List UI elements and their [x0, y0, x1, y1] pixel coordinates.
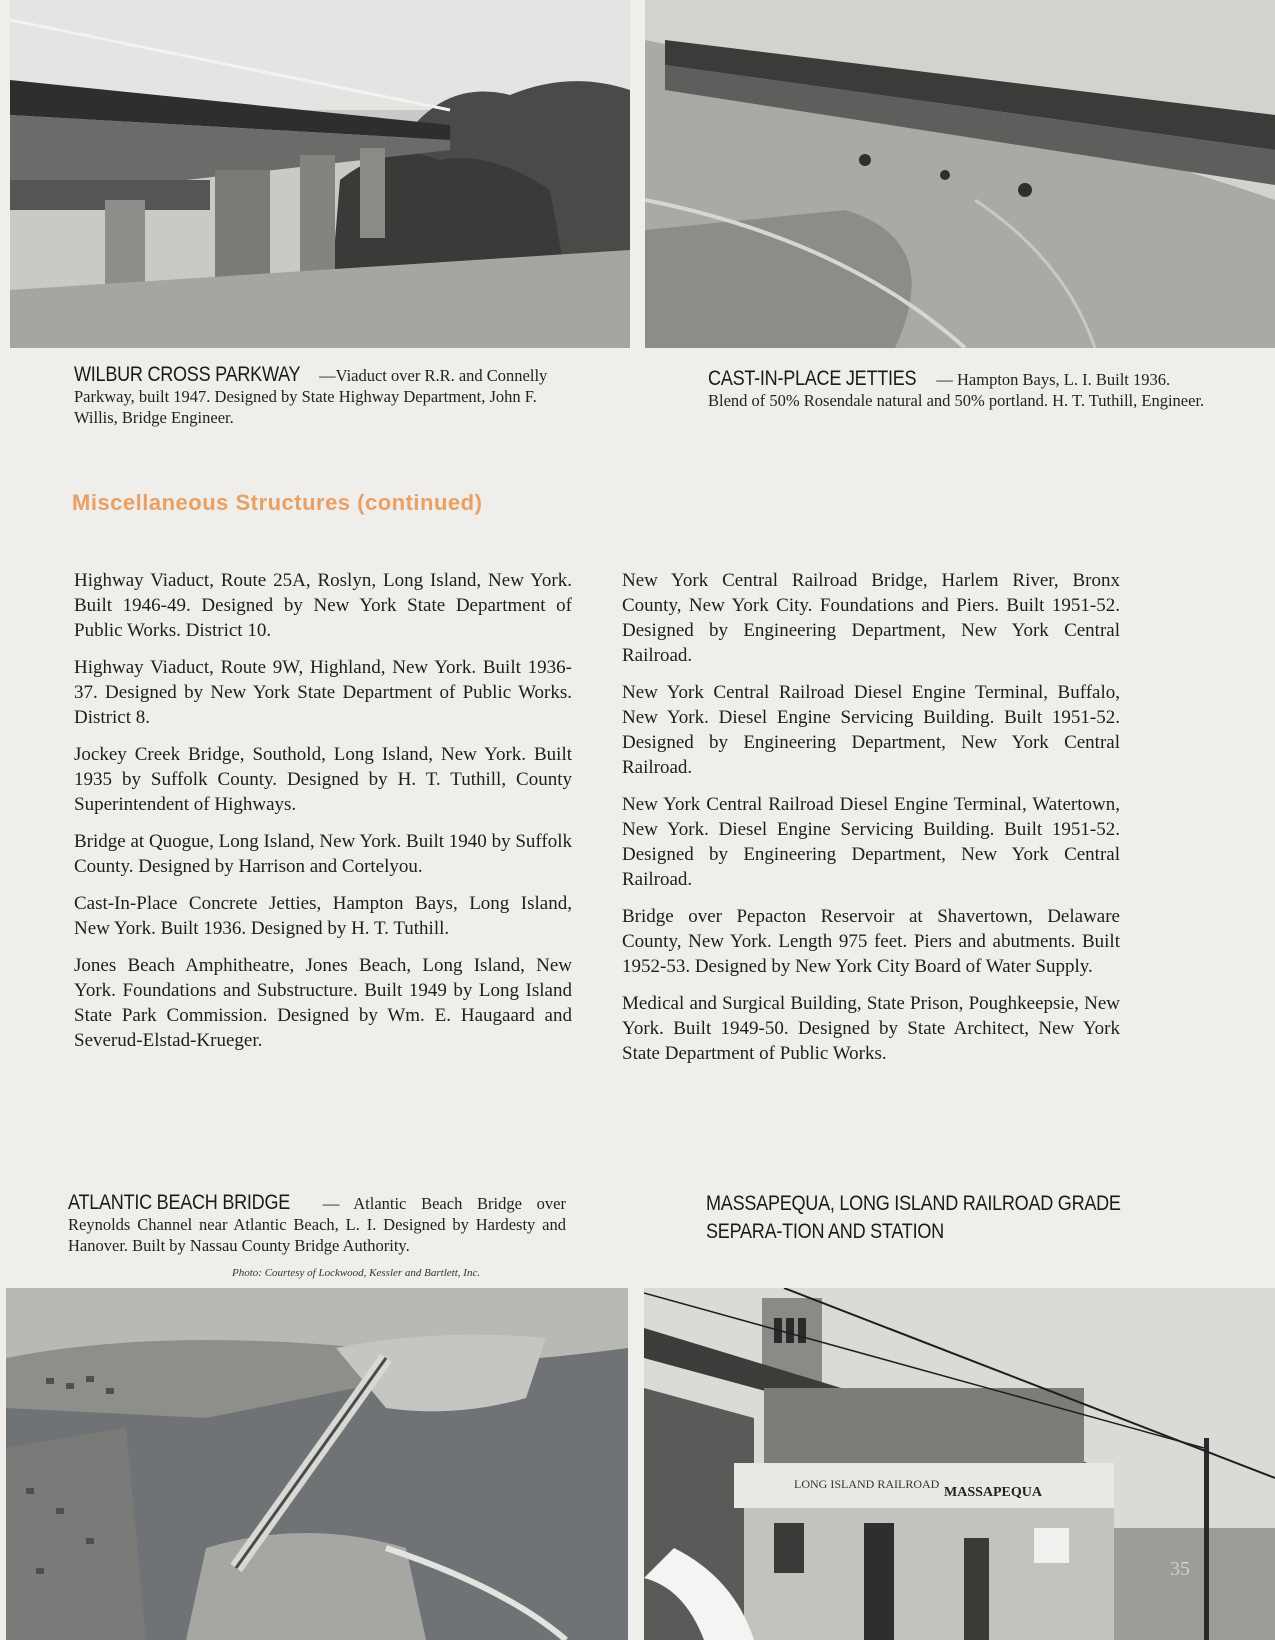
list-item: Bridge over Pepacton Reservoir at Shavertown, Delaware County, New York. Length 975 feet. Piers and abutments. Built 1952-53. Designed by New York City Board of Water Supply.: [622, 906, 1120, 977]
jetties-photo: [645, 0, 1275, 348]
list-item: Highway Viaduct, Route 25A, Roslyn, Long Island, New York. Built 1946-49. Designed by New York State Department of Public Works. District 10.: [74, 570, 572, 641]
caption-title: CAST-IN-PLACE JETTIES: [708, 367, 917, 390]
caption-title: WILBUR CROSS PARKWAY: [74, 363, 301, 386]
caption-atlantic-beach-bridge: [68, 1192, 566, 1256]
caption-text: — Atlantic Beach Bridge over Reynolds Channel near Atlantic Beach, L. I. Designed by Hardesty and Hanover. Built by Nassau County Bridge Authority.: [68, 1194, 566, 1255]
photo-credit: Photo: Courtesy of Lockwood, Kessler and Bartlett, Inc.: [232, 1267, 481, 1279]
list-item: Jockey Creek Bridge, Southold, Long Island, New York. Built 1935 by Suffolk County. Designed by H. T. Tuthill, County Superintendent of Highways.: [74, 744, 572, 815]
caption-text: —Viaduct over R.R. and Connelly Parkway, built 1947. Designed by State Highway Department, John F. Willis, Bridge Engineer.: [74, 366, 548, 427]
list-item: New York Central Railroad Diesel Engine Terminal, Watertown, New York. Diesel Engine Servicing Building. Built 1951-52. Designed by Engineering Department, New York Central Railroad.: [622, 794, 1120, 890]
list-item: Bridge at Quogue, Long Island, New York. Built 1940 by Suffolk County. Designed by Harrison and Cortelyou.: [74, 831, 572, 877]
viaduct-photo: [10, 0, 630, 348]
list-item: Medical and Surgical Building, State Prison, Poughkeepsie, New York. Built 1949-50. Designed by State Architect, New York State Department of Public Works.: [622, 993, 1120, 1064]
list-item: Highway Viaduct, Route 9W, Highland, New York. Built 1936-37. Designed by New York State Department of Public Works. District 8.: [74, 657, 572, 728]
list-item: Jones Beach Amphitheatre, Jones Beach, Long Island, New York. Foundations and Substructure. Built 1949 by Long Island State Park Commission. Designed by Wm. E. Haugaard and Severud-Elstad-Krueger.: [74, 955, 572, 1051]
station-name-text: MASSAPEQUA: [944, 1485, 1043, 1500]
massapequa-station-photo: [644, 1288, 1275, 1640]
caption-title: MASSAPEQUA, LONG ISLAND RAILROAD GRADE SEPARA-TION AND STATION: [706, 1192, 1121, 1243]
caption-wilbur-cross-parkway: [74, 364, 574, 428]
caption-title: ATLANTIC BEACH BRIDGE: [68, 1191, 291, 1214]
atlantic-beach-bridge-photo: [6, 1288, 628, 1640]
list-item: New York Central Railroad Diesel Engine Terminal, Buffalo, New York. Diesel Engine Servicing Building. Built 1951-52. Designed by Engineering Department, New York Central Railroad.: [622, 682, 1120, 778]
list-item: Cast-In-Place Concrete Jetties, Hampton Bays, Long Island, New York. Built 1936. Designed by H. T. Tuthill.: [74, 893, 572, 939]
station-sign-text: LONG ISLAND RAILROAD: [794, 1477, 940, 1491]
list-item: New York Central Railroad Bridge, Harlem River, Bronx County, New York City. Foundations and Piers. Built 1951-52. Designed by Engineering Department, New York Central Railroad.: [622, 570, 1120, 666]
caption-cast-in-place-jetties: [708, 368, 1208, 411]
caption-text: — Hampton Bays, L. I. Built 1936. Blend of 50% Rosendale natural and 50% portland. H. T. Tuthill, Engineer.: [708, 370, 1205, 410]
section-heading: Miscellaneous Structures (continued): [72, 490, 483, 515]
caption-massapequa-station: [706, 1190, 1206, 1246]
page-number: 35: [1170, 1558, 1190, 1580]
left-column: [74, 568, 572, 1065]
right-column: [622, 568, 1120, 1078]
